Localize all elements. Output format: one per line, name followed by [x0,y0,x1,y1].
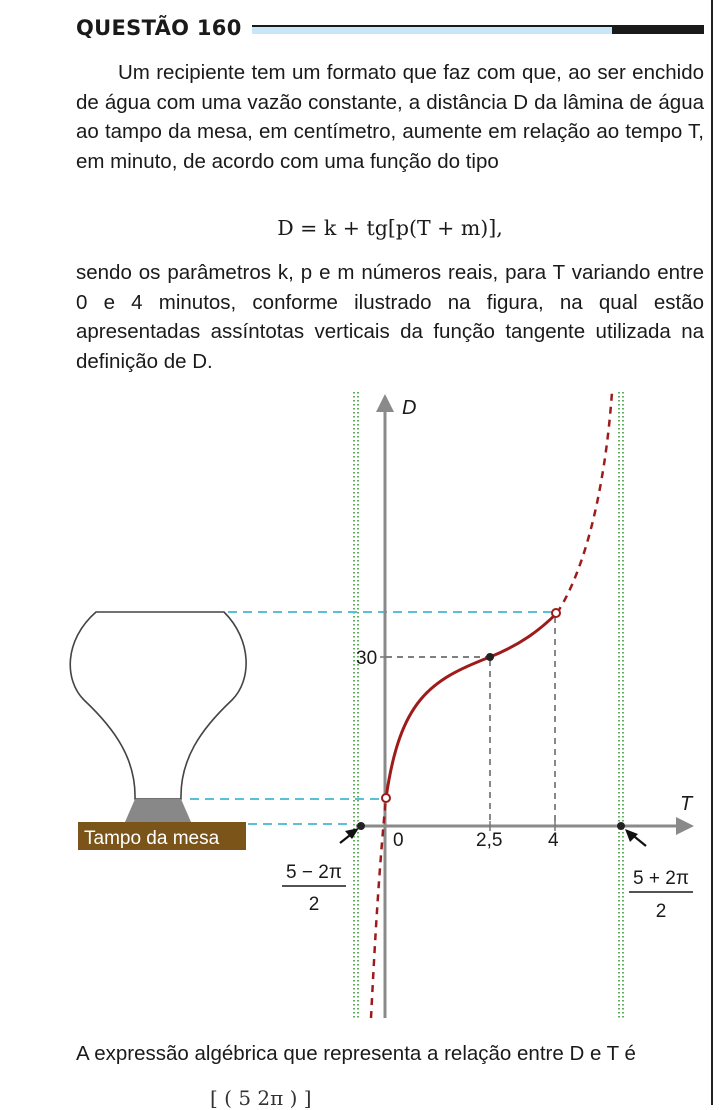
container-base [125,799,191,822]
point-inflection [486,653,494,661]
table-label: Tampo da mesa [84,828,220,849]
point-open-end [552,609,560,617]
axis-ticks [380,657,555,831]
question-title: QUESTÃO 160 [76,16,242,40]
container-outline [70,612,246,799]
left-fraction-den: 2 [308,894,320,915]
question-paragraph-1: Um recipiente tem um formato que faz com que, ao ser enchido de água com uma vazão constante, a distância D da lâmina de água ao tampo da mesa, em centímetro, aumente em relação ao tempo T, em minuto, de acordo com uma função do tipo [76,61,704,173]
label-2-5: 2,5 [476,830,503,851]
t-axis [356,817,694,835]
right-pointer-arrow [625,829,646,846]
left-asymptote-fraction [282,862,346,915]
d-axis-label: D [402,397,417,419]
left-pointer-arrow [340,828,359,843]
right-fraction-num: 5 + 2π [633,868,689,889]
label-4: 4 [548,830,559,851]
left-fraction-num: 5 − 2π [286,862,342,883]
question-prompt: A expressão algébrica que representa a relação entre D e T é [76,1042,636,1065]
d-axis [376,394,394,1018]
point-right-asymptote [617,822,625,830]
right-asymptote [619,392,623,1018]
formula: D = k + tg[p(T + m)], [277,216,503,240]
left-asymptote [354,392,358,1018]
water-level-guides [190,612,552,824]
curve-upper-dashed [557,392,612,613]
question-paragraph-2: sendo os parâmetros k, p e m números reais, para T variando entre 0 e 4 minutos, conforme ilustrado na figura, na qual estão apresentadas assíntotas verticais da função tangente utilizada na definição de D. [76,261,704,373]
label-0: 0 [393,830,404,851]
right-asymptote-fraction [629,868,693,922]
right-fraction-den: 2 [655,901,667,922]
value-guides [386,617,555,822]
cut-off-answer-fragment: [ ( 5 2π ) ] [210,1086,312,1110]
point-open-start [382,794,390,802]
label-30: 30 [356,648,378,669]
curve-solid [386,613,557,798]
t-axis-label: T [680,793,693,815]
